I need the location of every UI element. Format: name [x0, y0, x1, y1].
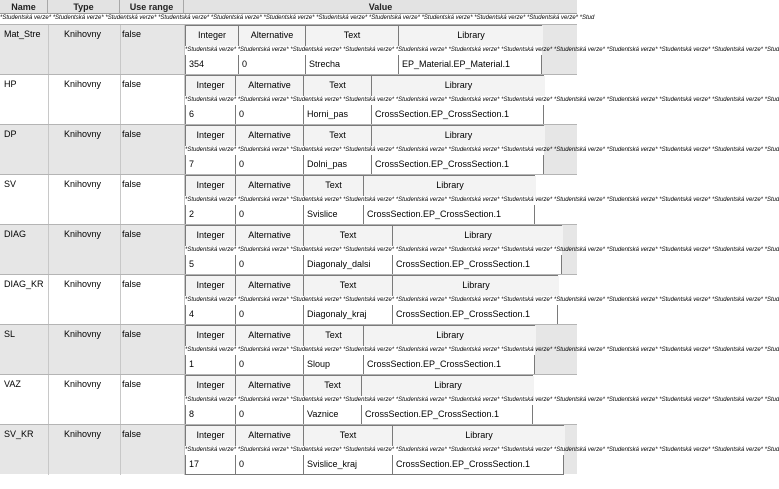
subtable-header-text[interactable]: Text — [304, 76, 372, 97]
value-subtable — [185, 225, 779, 275]
subtable-values — [185, 55, 542, 75]
subtable-header-integer[interactable]: Integer — [186, 176, 236, 197]
row-type[interactable]: Knihovny — [64, 29, 102, 39]
subtable-value-integer[interactable]: 1 — [186, 355, 236, 374]
subtable-value-library[interactable]: CrossSection.EP_CrossSection.1 — [375, 159, 510, 169]
subtable-watermark: *Studentská verze* *Studentská verze* *Studentská verze* *Studentská verze* *Studentská verze* *Studentská verze* *Studentská verze* *Studentská verze* *Studentská verze* *Studentská verze* *Studentská verze* *Stud — [185, 97, 779, 103]
column-divider — [48, 225, 49, 275]
subtable-value-integer[interactable]: 7 — [186, 155, 236, 174]
subtable-header — [185, 275, 558, 296]
subtable-value-text[interactable]: Sloup — [304, 355, 364, 374]
subtable-value-library[interactable]: CrossSection.EP_CrossSection.1 — [365, 409, 500, 419]
column-header-value[interactable]: Value — [368, 2, 393, 12]
subtable-value-text[interactable]: Vaznice — [304, 405, 362, 424]
subtable-header-library[interactable]: Library — [362, 376, 534, 397]
row-use-range[interactable]: false — [122, 429, 142, 439]
subtable-header-text[interactable]: Text — [304, 126, 372, 147]
subtable-header — [185, 25, 542, 46]
subtable-values — [185, 405, 533, 425]
row-use-range[interactable]: false — [122, 129, 142, 139]
subtable-watermark: *Studentská verze* *Studentská verze* *Studentská verze* *Studentská verze* *Studentská verze* *Studentská verze* *Studentská verze* *Studentská verze* *Studentská verze* *Studentská verze* *Studentská verze* *Stud — [185, 297, 779, 303]
subtable-values — [185, 255, 562, 275]
column-divider — [120, 325, 121, 375]
subtable-value-alternative[interactable]: 0 — [236, 205, 304, 224]
column-header-name[interactable]: Name — [0, 0, 48, 14]
subtable-value-library[interactable]: CrossSection.EP_CrossSection.1 — [396, 459, 531, 469]
subtable-value-alternative[interactable]: 0 — [236, 305, 304, 324]
subtable-header-text[interactable]: Text — [304, 226, 393, 247]
column-divider — [48, 25, 49, 75]
subtable-header-alternative[interactable]: Alternative — [236, 276, 304, 297]
row-use-range[interactable]: false — [122, 279, 142, 289]
row-type[interactable]: Knihovny — [64, 329, 102, 339]
subtable-value-text[interactable]: Diagonaly_dalsi — [304, 255, 393, 274]
subtable-watermark: *Studentská verze* *Studentská verze* *Studentská verze* *Studentská verze* *Studentská verze* *Studentská verze* *Studentská verze* *Studentská verze* *Studentská verze* *Studentská verze* *Studentská verze* *Stud — [185, 247, 779, 253]
subtable-watermark: *Studentská verze* *Studentská verze* *Studentská verze* *Studentská verze* *Studentská verze* *Studentská verze* *Studentská verze* *Studentská verze* *Studentská verze* *Studentská verze* *Studentská verze* *Stud — [185, 197, 779, 203]
subtable-header-text[interactable]: Text — [304, 326, 364, 347]
subtable-value-integer[interactable]: 4 — [186, 305, 236, 324]
row-use-range[interactable]: false — [122, 29, 142, 39]
subtable-header-text[interactable]: Text — [304, 426, 393, 447]
column-divider — [48, 425, 49, 475]
column-divider — [120, 75, 121, 125]
subtable-values — [185, 155, 544, 175]
row-use-range[interactable]: false — [122, 179, 142, 189]
subtable-value-alternative[interactable]: 0 — [236, 405, 304, 424]
subtable-header-integer[interactable]: Integer — [186, 426, 236, 447]
subtable-header-library[interactable]: Library — [364, 176, 536, 197]
subtable-header — [185, 375, 533, 396]
subtable-value-alternative[interactable]: 0 — [239, 55, 306, 74]
row-type[interactable]: Knihovny — [64, 279, 102, 289]
table-header — [0, 0, 577, 14]
subtable-value-text[interactable]: Strecha — [306, 55, 399, 74]
row-type[interactable]: Knihovny — [64, 429, 102, 439]
subtable-value-library[interactable]: CrossSection.EP_CrossSection.1 — [367, 359, 502, 369]
row-use-range[interactable]: false — [122, 379, 142, 389]
subtable-value-text[interactable]: Svislice — [304, 205, 364, 224]
column-divider — [120, 375, 121, 425]
value-subtable — [185, 125, 779, 175]
row-use-range[interactable]: false — [122, 329, 142, 339]
row-type[interactable]: Knihovny — [64, 229, 102, 239]
subtable-value-alternative[interactable]: 0 — [236, 155, 304, 174]
subtable-watermark: *Studentská verze* *Studentská verze* *Studentská verze* *Studentská verze* *Studentská verze* *Studentská verze* *Studentská verze* *Studentská verze* *Studentská verze* *Studentská verze* *Studentská verze* *Stud — [185, 147, 779, 153]
subtable-values — [185, 205, 535, 225]
table-row[interactable] — [0, 274, 779, 324]
subtable-watermark: *Studentská verze* *Studentská verze* *Studentská verze* *Studentská verze* *Studentská verze* *Studentská verze* *Studentská verze* *Studentská verze* *Studentská verze* *Studentská verze* *Studentská verze* *Stud — [185, 47, 779, 53]
row-name[interactable]: VAZ — [4, 379, 21, 389]
subtable-header-alternative[interactable]: Alternative — [236, 126, 304, 147]
subtable-header — [185, 425, 564, 446]
table-row[interactable] — [0, 24, 779, 74]
column-divider — [120, 275, 121, 325]
subtable-header-library[interactable]: Library — [393, 276, 559, 297]
subtable-value-library[interactable]: CrossSection.EP_CrossSection.1 — [375, 109, 510, 119]
subtable-header-library[interactable]: Library — [393, 426, 565, 447]
row-use-range[interactable]: false — [122, 229, 142, 239]
table-row[interactable] — [0, 124, 779, 174]
column-divider — [120, 225, 121, 275]
table-row[interactable] — [0, 224, 779, 274]
subtable-value-integer[interactable]: 6 — [186, 105, 236, 124]
row-use-range[interactable]: false — [122, 79, 142, 89]
column-divider — [48, 325, 49, 375]
subtable-value-integer[interactable]: 5 — [186, 255, 236, 274]
subtable-value-library[interactable]: CrossSection.EP_CrossSection.1 — [396, 259, 531, 269]
row-name[interactable]: SV_KR — [4, 429, 34, 439]
subtable-header-alternative[interactable]: Alternative — [236, 326, 304, 347]
column-header-type[interactable]: Type — [48, 0, 120, 14]
column-divider — [48, 175, 49, 225]
subtable-watermark: *Studentská verze* *Studentská verze* *Studentská verze* *Studentská verze* *Studentská verze* *Studentská verze* *Studentská verze* *Studentská verze* *Studentská verze* *Studentská verze* *Studentská verze* *Stud — [185, 397, 779, 403]
subtable-value-text[interactable]: Horni_pas — [304, 105, 372, 124]
subtable-value-integer[interactable]: 8 — [186, 405, 236, 424]
subtable-header-alternative[interactable]: Alternative — [236, 76, 304, 97]
column-divider — [120, 175, 121, 225]
subtable-value-integer[interactable]: 17 — [186, 455, 236, 474]
row-type[interactable]: Knihovny — [64, 129, 102, 139]
table-row[interactable] — [0, 74, 779, 124]
subtable-values — [185, 305, 558, 325]
subtable-header-alternative[interactable]: Alternative — [236, 376, 304, 397]
subtable-value-text[interactable]: Diagonaly_kraj — [304, 305, 393, 324]
subtable-header-integer[interactable]: Integer — [186, 76, 236, 97]
row-name[interactable]: HP — [4, 79, 17, 89]
column-divider — [48, 375, 49, 425]
row-type[interactable]: Knihovny — [64, 379, 102, 389]
value-subtable — [185, 25, 779, 75]
subtable-value-alternative[interactable]: 0 — [236, 455, 304, 474]
subtable-header-integer[interactable]: Integer — [186, 126, 236, 147]
value-subtable — [185, 325, 779, 375]
subtable-header-text[interactable]: Text — [306, 26, 399, 47]
row-name[interactable]: DIAG — [4, 229, 27, 239]
subtable-value-integer[interactable]: 354 — [186, 55, 239, 74]
subtable-header-text[interactable]: Text — [304, 376, 362, 397]
subtable-header-library[interactable]: Library — [372, 76, 545, 97]
row-name[interactable]: DIAG_KR — [4, 279, 44, 289]
subtable-values — [185, 455, 564, 475]
subtable-values — [185, 355, 535, 375]
subtable-value-alternative[interactable]: 0 — [236, 355, 304, 374]
subtable-header-text[interactable]: Text — [304, 176, 364, 197]
subtable-header — [185, 175, 535, 196]
subtable-header-library[interactable]: Library — [393, 226, 563, 247]
column-divider — [48, 75, 49, 125]
subtable-watermark: *Studentská verze* *Studentská verze* *Studentská verze* *Studentská verze* *Studentská verze* *Studentská verze* *Studentská verze* *Studentská verze* *Studentská verze* *Studentská verze* *Studentská verze* *Stud — [185, 447, 779, 453]
subtable-header — [185, 325, 535, 346]
subtable-value-integer[interactable]: 2 — [186, 205, 236, 224]
subtable-header-alternative[interactable]: Alternative — [236, 426, 304, 447]
subtable-header-integer[interactable]: Integer — [186, 226, 236, 247]
subtable-value-alternative[interactable]: 0 — [236, 105, 304, 124]
subtable-header — [185, 75, 544, 96]
subtable-value-alternative[interactable]: 0 — [236, 255, 304, 274]
column-divider — [120, 425, 121, 475]
subtable-header-text[interactable]: Text — [304, 276, 393, 297]
row-name[interactable]: DP — [4, 129, 17, 139]
subtable-header-alternative[interactable]: Alternative — [236, 226, 304, 247]
subtable-header-alternative[interactable]: Alternative — [236, 176, 304, 197]
subtable-value-library[interactable]: EP_Material.EP_Material.1 — [402, 59, 511, 69]
value-subtable — [185, 275, 779, 325]
row-name[interactable]: Mat_Stre — [4, 29, 41, 39]
column-divider — [48, 275, 49, 325]
subtable-watermark: *Studentská verze* *Studentská verze* *Studentská verze* *Studentská verze* *Studentská verze* *Studentská verze* *Studentská verze* *Studentská verze* *Studentská verze* *Studentská verze* *Studentská verze* *Stud — [185, 347, 779, 353]
column-divider — [120, 25, 121, 75]
subtable-value-text[interactable]: Dolni_pas — [304, 155, 372, 174]
subtable-header-library[interactable]: Library — [399, 26, 543, 47]
subtable-value-library[interactable]: CrossSection.EP_CrossSection.1 — [396, 309, 531, 319]
subtable-header-integer[interactable]: Integer — [186, 276, 236, 297]
subtable-value-text[interactable]: Svislice_kraj — [304, 455, 393, 474]
subtable-values — [185, 105, 544, 125]
subtable-header-integer[interactable]: Integer — [186, 26, 239, 47]
column-divider — [48, 125, 49, 175]
subtable-header-integer[interactable]: Integer — [186, 326, 236, 347]
table-row[interactable] — [0, 174, 779, 224]
row-name[interactable]: SL — [4, 329, 16, 339]
subtable-header — [185, 225, 562, 246]
subtable-header — [185, 125, 544, 146]
watermark-line: *Studentská verze* *Studentská verze* *Studentská verze* *Studentská verze* *Studentská verze* *Studentská verze* *Studentská verze* *Studentská verze* *Studentská verze* *Studentská verze* *Studentská verze* *Stud — [0, 15, 595, 21]
subtable-header-alternative[interactable]: Alternative — [239, 26, 306, 47]
column-divider — [120, 125, 121, 175]
value-subtable — [185, 375, 779, 425]
table-row[interactable] — [0, 424, 779, 474]
subtable-header-library[interactable]: Library — [364, 326, 536, 347]
subtable-header-integer[interactable]: Integer — [186, 376, 236, 397]
row-name[interactable]: SV — [4, 179, 17, 189]
subtable-value-library[interactable]: CrossSection.EP_CrossSection.1 — [367, 209, 502, 219]
row-type[interactable]: Knihovny — [64, 79, 102, 89]
row-type[interactable]: Knihovny — [64, 179, 102, 189]
subtable-header-library[interactable]: Library — [372, 126, 545, 147]
table-row[interactable] — [0, 324, 779, 374]
value-subtable — [185, 75, 779, 125]
column-header-use-range[interactable]: Use range — [120, 0, 184, 14]
value-subtable — [185, 175, 779, 225]
table-row[interactable] — [0, 374, 779, 424]
value-subtable — [185, 425, 779, 475]
